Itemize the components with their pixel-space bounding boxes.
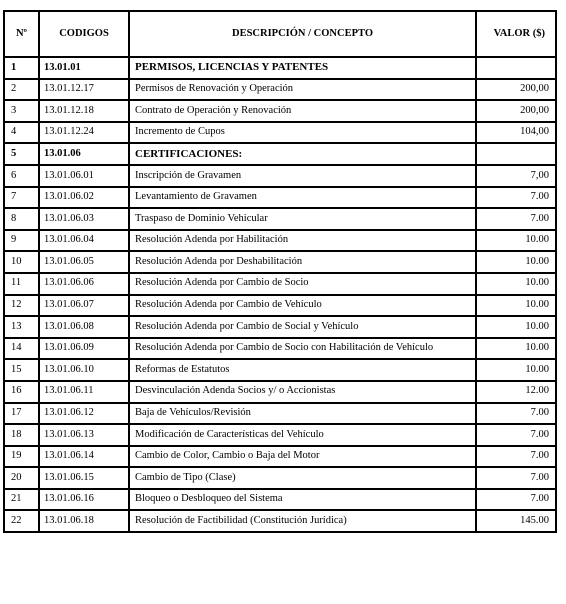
row-value-cell: 10.00: [476, 338, 556, 360]
row-description-cell: Cambio de Color, Cambio o Baja del Motor: [129, 446, 476, 468]
row-value-cell: 7,00: [476, 165, 556, 187]
row-number-cell: 10: [4, 251, 39, 273]
row-value-cell: 145.00: [476, 510, 556, 532]
row-description-cell: Permisos de Renovación y Operación: [129, 79, 476, 101]
row-number-cell: 20: [4, 467, 39, 489]
table-row: [4, 208, 556, 230]
row-description-cell: Resolución Adenda por Cambio de Vehículo: [129, 295, 476, 317]
row-value-cell: 7.00: [476, 403, 556, 425]
table-row: [4, 273, 556, 295]
row-number-cell: 11: [4, 273, 39, 295]
row-number-cell: 6: [4, 165, 39, 187]
row-number-cell: 7: [4, 187, 39, 209]
row-code-cell: 13.01.06.05: [39, 251, 129, 273]
row-code-cell: 13.01.06.09: [39, 338, 129, 360]
row-number-cell: 14: [4, 338, 39, 360]
row-value-cell: 104,00: [476, 122, 556, 144]
table-row: [4, 446, 556, 468]
row-value-cell: 10.00: [476, 295, 556, 317]
row-description-cell: Resolución Adenda por Habilitación: [129, 230, 476, 252]
fee-table: [3, 10, 557, 533]
row-value-cell: 7.00: [476, 489, 556, 511]
row-value-cell: 10.00: [476, 359, 556, 381]
row-value-cell: 10.00: [476, 316, 556, 338]
table-row: [4, 489, 556, 511]
row-code-cell: 13.01.12.17: [39, 79, 129, 101]
row-code-cell: 13.01.06.10: [39, 359, 129, 381]
row-description-cell: Incremento de Cupos: [129, 122, 476, 144]
row-code-cell: 13.01.06.07: [39, 295, 129, 317]
row-description-cell: Resolución Adenda por Cambio de Socio con Habilitación de Vehículo: [129, 338, 476, 360]
table-row: [4, 122, 556, 144]
row-number-cell: 13: [4, 316, 39, 338]
row-description-cell: Contrato de Operación y Renovación: [129, 100, 476, 122]
row-value-cell: 200,00: [476, 79, 556, 101]
row-code-cell: 13.01.06.02: [39, 187, 129, 209]
table-row: [4, 100, 556, 122]
table-row: [4, 359, 556, 381]
row-value-cell: 7.00: [476, 446, 556, 468]
row-description-cell: Resolución Adenda por Cambio de Social y Vehículo: [129, 316, 476, 338]
row-number-cell: 16: [4, 381, 39, 403]
row-description-cell: Baja de Vehículos/Revisión: [129, 403, 476, 425]
table-row: [4, 295, 556, 317]
table-row: [4, 251, 556, 273]
row-code-cell: 13.01.06.01: [39, 165, 129, 187]
table-row: [4, 338, 556, 360]
row-code-cell: 13.01.06.04: [39, 230, 129, 252]
row-number-cell: 22: [4, 510, 39, 532]
row-description-cell: Levantamiento de Gravamen: [129, 187, 476, 209]
row-value-cell: 10.00: [476, 230, 556, 252]
header-codigos: CODIGOS: [39, 11, 129, 57]
row-number-cell: 1: [4, 57, 39, 79]
row-description-cell: Cambio de Tipo (Clase): [129, 467, 476, 489]
row-description-cell: Inscripción de Gravamen: [129, 165, 476, 187]
row-value-cell: 10.00: [476, 273, 556, 295]
row-number-cell: 2: [4, 79, 39, 101]
table-row: [4, 316, 556, 338]
row-code-cell: 13.01.06.13: [39, 424, 129, 446]
row-number-cell: 21: [4, 489, 39, 511]
header-row: [4, 11, 556, 57]
row-code-cell: 13.01.12.24: [39, 122, 129, 144]
row-value-cell: 12.00: [476, 381, 556, 403]
row-code-cell: 13.01.01: [39, 57, 129, 79]
row-code-cell: 13.01.06.11: [39, 381, 129, 403]
table-row: [4, 424, 556, 446]
table-row: [4, 510, 556, 532]
row-number-cell: 12: [4, 295, 39, 317]
row-description-cell: Traspaso de Dominio Vehicular: [129, 208, 476, 230]
row-number-cell: 8: [4, 208, 39, 230]
table-row: [4, 381, 556, 403]
table-row: [4, 57, 556, 79]
row-value-cell: 200,00: [476, 100, 556, 122]
row-number-cell: 9: [4, 230, 39, 252]
table-header: [4, 11, 556, 57]
row-description-cell: Desvinculación Adenda Socios y/ o Accionistas: [129, 381, 476, 403]
row-code-cell: 13.01.06.03: [39, 208, 129, 230]
table-row: [4, 165, 556, 187]
row-value-cell: 10.00: [476, 251, 556, 273]
header-num: Nº: [4, 11, 39, 57]
row-description-cell: Modificación de Características del Vehículo: [129, 424, 476, 446]
header-valor: VALOR ($): [476, 11, 556, 57]
table-row: [4, 143, 556, 165]
row-description-cell: Reformas de Estatutos: [129, 359, 476, 381]
row-value-cell: 7.00: [476, 424, 556, 446]
row-code-cell: 13.01.06.08: [39, 316, 129, 338]
row-number-cell: 18: [4, 424, 39, 446]
row-value-cell: 7.00: [476, 187, 556, 209]
row-number-cell: 4: [4, 122, 39, 144]
row-code-cell: 13.01.06.06: [39, 273, 129, 295]
row-description-cell: Resolución Adenda por Cambio de Socio: [129, 273, 476, 295]
row-code-cell: 13.01.06.16: [39, 489, 129, 511]
row-value-cell: 7.00: [476, 467, 556, 489]
row-description-cell: PERMISOS, LICENCIAS Y PATENTES: [129, 57, 476, 79]
table-row: [4, 467, 556, 489]
row-description-cell: CERTIFICACIONES:: [129, 143, 476, 165]
row-number-cell: 17: [4, 403, 39, 425]
row-number-cell: 15: [4, 359, 39, 381]
row-value-cell: [476, 143, 556, 165]
row-description-cell: Resolución de Factibilidad (Constitución Jurídica): [129, 510, 476, 532]
row-number-cell: 19: [4, 446, 39, 468]
table-row: [4, 79, 556, 101]
row-code-cell: 13.01.06.12: [39, 403, 129, 425]
row-description-cell: Resolución Adenda por Deshabilitación: [129, 251, 476, 273]
row-code-cell: 13.01.06.14: [39, 446, 129, 468]
row-number-cell: 5: [4, 143, 39, 165]
row-code-cell: 13.01.12.18: [39, 100, 129, 122]
table-row: [4, 403, 556, 425]
table-body: [4, 57, 556, 532]
row-code-cell: 13.01.06: [39, 143, 129, 165]
table-row: [4, 230, 556, 252]
row-value-cell: 7.00: [476, 208, 556, 230]
header-descripcion: DESCRIPCIÓN / CONCEPTO: [129, 11, 476, 57]
row-value-cell: [476, 57, 556, 79]
row-number-cell: 3: [4, 100, 39, 122]
row-code-cell: 13.01.06.18: [39, 510, 129, 532]
table-row: [4, 187, 556, 209]
row-code-cell: 13.01.06.15: [39, 467, 129, 489]
row-description-cell: Bloqueo o Desbloqueo del Sistema: [129, 489, 476, 511]
